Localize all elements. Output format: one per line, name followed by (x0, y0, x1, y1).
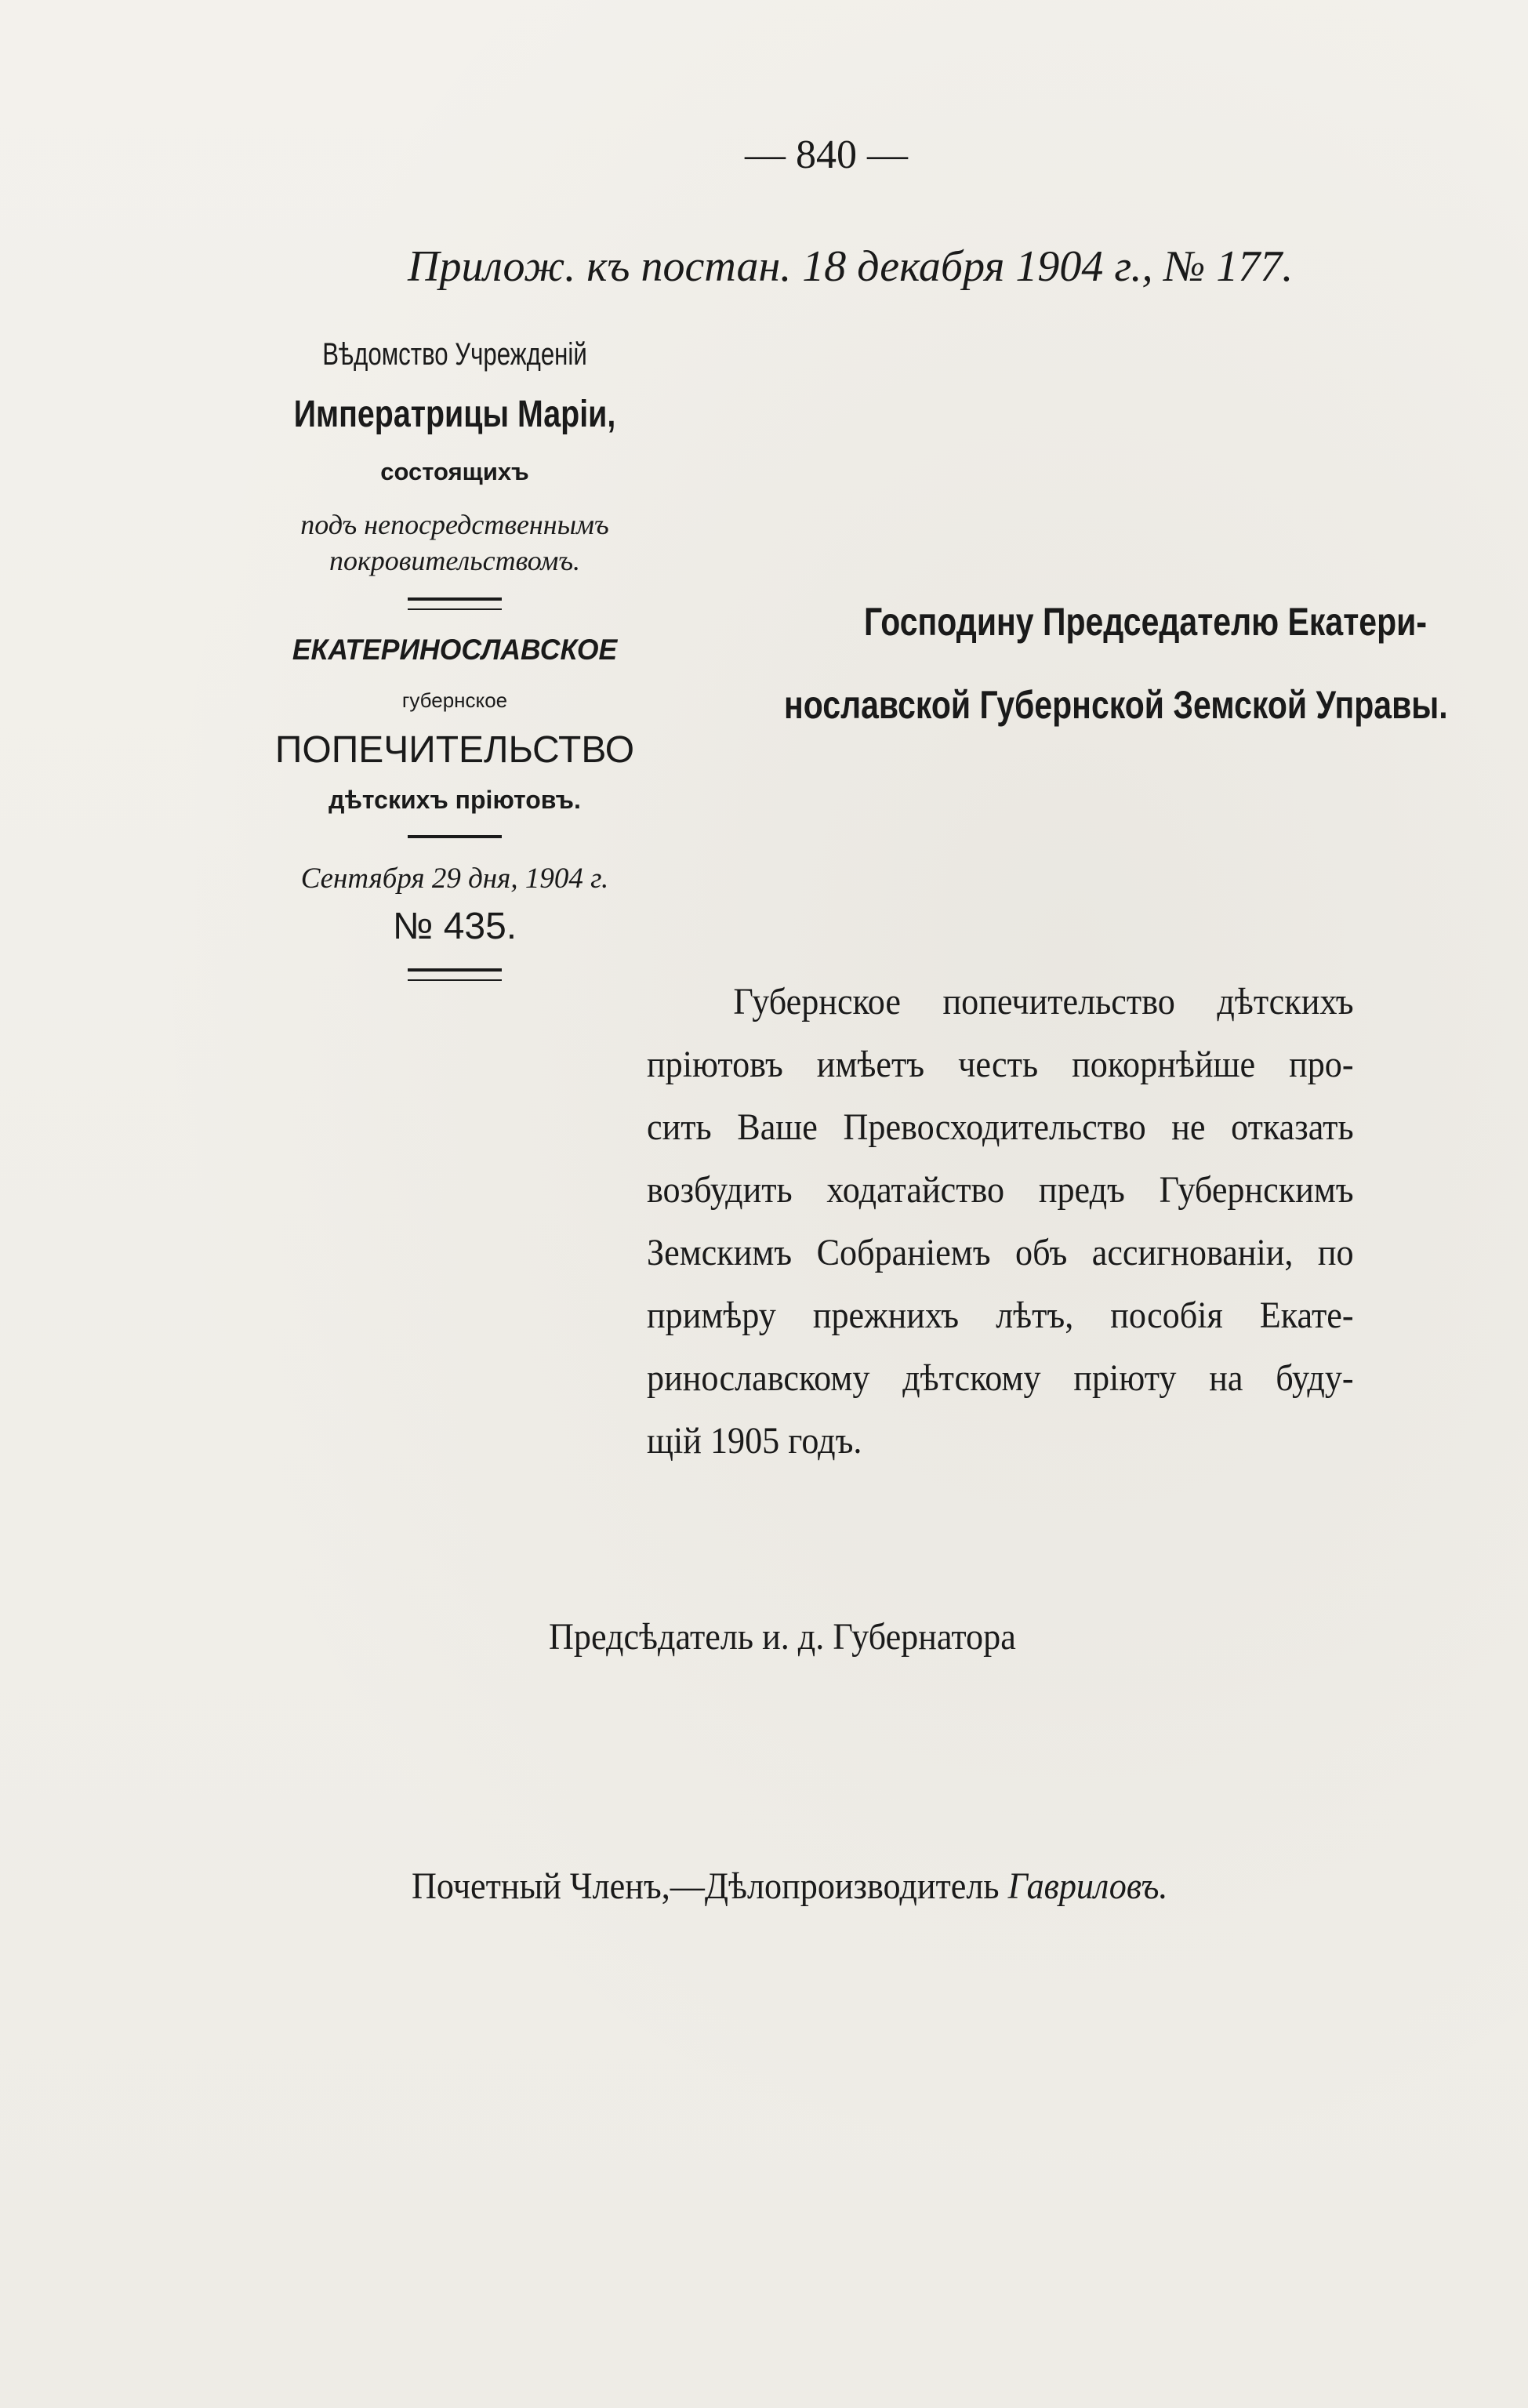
body-line: примѣру прежнихъ лѣтъ, пособія Екате- (647, 1295, 1354, 1336)
body-line: Земскимъ Собраніемъ объ ассигнованіи, по (647, 1232, 1354, 1273)
sender-orphanages: дѣтскихъ пріютовъ. (328, 786, 581, 814)
single-rule-divider (408, 835, 502, 838)
body-line: сить Ваше Превосходительство не отказать (647, 1106, 1354, 1148)
sender-consisting: состоящихъ (380, 458, 529, 485)
addressee (643, 580, 1448, 746)
page-number: — 840 — (745, 133, 908, 177)
appendix-heading: Прилож. къ постан. 18 декабря 1904 г., № 177. (408, 242, 1294, 291)
addressee-line2: нославской Губернской Земской Управы. (784, 683, 1448, 727)
sender-patronage-line1: подъ непосредственнымъ (300, 509, 609, 540)
sender-department: Вѣдомство Учрежденій (322, 337, 587, 372)
body-line: ринославскому дѣтскому пріюту на буду- (647, 1357, 1354, 1399)
double-rule-divider-bottom (408, 968, 502, 981)
letter-body (647, 971, 1415, 1473)
body-line: Губернское попечительство дѣтскихъ (733, 981, 1354, 1022)
sender-city: ЕКАТЕРИНОСЛАВСКОЕ (292, 634, 618, 666)
sender-block (235, 337, 674, 981)
double-rule-divider (408, 597, 502, 610)
addressee-line1: Господину Председателю Екатери- (864, 600, 1427, 644)
member-signature: Гавриловъ. (1007, 1865, 1168, 1907)
sender-empress: Императрицы Маріи, (293, 394, 616, 435)
sender-provincial: губернское (401, 688, 508, 712)
body-line: пріютовъ имѣетъ честь покорнѣйше про- (647, 1044, 1354, 1085)
sender-board: ПОПЕЧИТЕЛЬСТВО (274, 729, 635, 771)
sender-patronage-line2: покровительствомъ. (328, 545, 581, 576)
body-line: возбудить ходатайство предъ Губернскимъ (647, 1169, 1354, 1211)
letter-number: № 435. (392, 906, 517, 947)
member-signature-line (412, 1865, 1167, 1908)
chairman-signature-line: Предсѣдатель и. д. Губернатора (549, 1616, 1016, 1658)
body-line: щій 1905 годъ. (647, 1420, 862, 1462)
member-title: Почетный Членъ,—Дѣлопроизводитель (412, 1865, 1000, 1907)
letter-date: Сентября 29 дня, 1904 г. (300, 863, 609, 895)
